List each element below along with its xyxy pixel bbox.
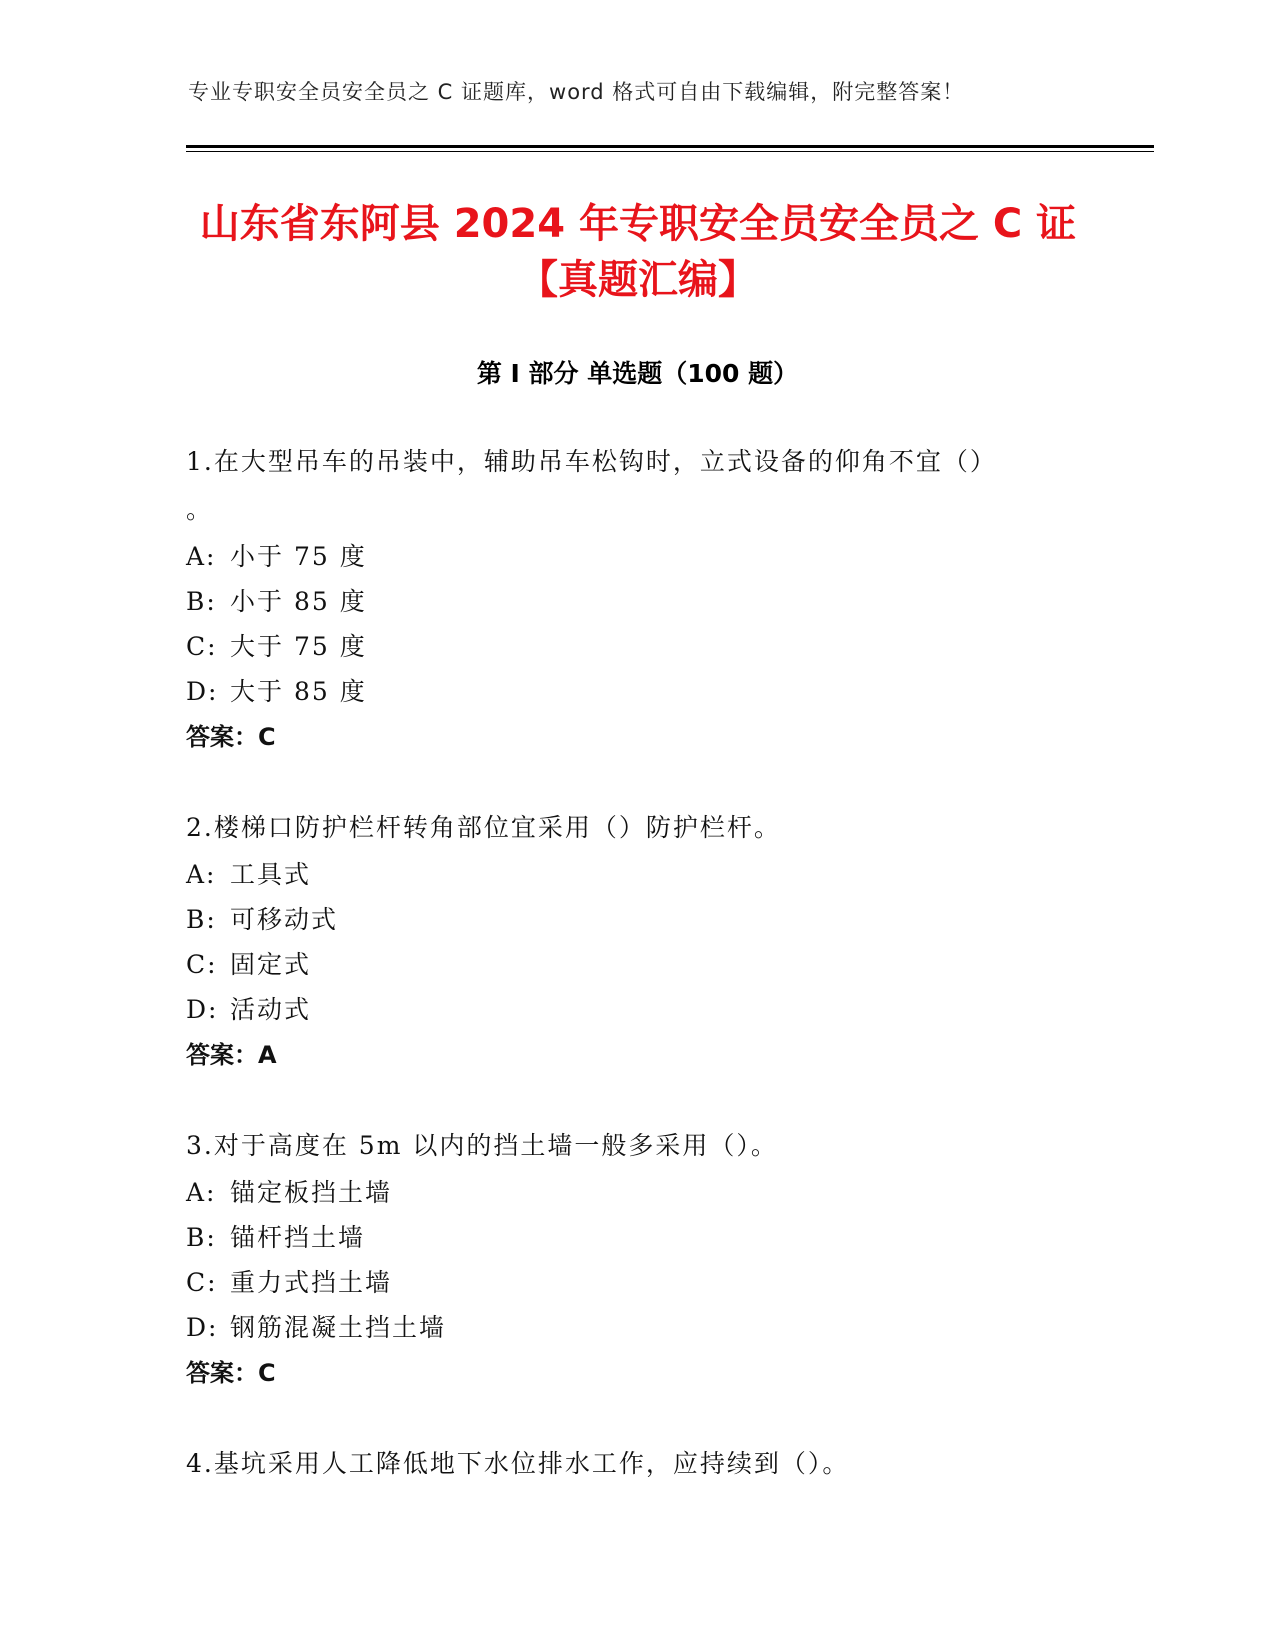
option-letter: C: [186,1268,218,1297]
option-text: 小于 75 度 [230,542,367,571]
option-letter: A: [186,1178,217,1207]
answer-line [186,1350,1066,1396]
option-a [186,852,1066,897]
option-d [186,669,1066,714]
question-stem-continued: 。 [186,495,214,524]
option-letter: A: [186,860,217,889]
option-letter: D: [186,1313,219,1342]
answer-label: 答案： [186,723,258,751]
header-rule-thin [186,151,1154,152]
option-c [186,624,1066,669]
answer-value: A [258,1041,277,1069]
question-1 [186,438,1066,760]
option-a [186,1170,1066,1215]
option-letter: B: [186,587,217,616]
option-b [186,897,1066,942]
answer-label: 答案： [186,1359,258,1387]
option-text: 重力式挡土墙 [230,1268,393,1297]
option-text: 锚杆挡土墙 [230,1223,366,1252]
document-title: 山东省东阿县 2024 年专职安全员安全员之 C 证【真题汇编】 [199,201,1077,303]
question-2 [186,804,1066,1078]
header-rule-thick [186,145,1154,148]
answer-label: 答案： [186,1041,258,1069]
question-list [186,438,1066,1532]
question-stem: 4.基坑采用人工降低地下水位排水工作，应持续到（）。 [186,1449,850,1478]
option-text: 活动式 [230,995,312,1024]
option-c [186,1260,1066,1305]
option-text: 可移动式 [230,905,339,934]
option-b [186,579,1066,624]
option-letter: C: [186,632,218,661]
answer-value: C [258,1359,276,1387]
answer-line [186,1032,1066,1078]
section-heading: 第 I 部分 单选题（100 题） [476,359,799,388]
question-4 [186,1440,1066,1488]
answer-value: C [258,723,276,751]
option-letter: C: [186,950,218,979]
question-3 [186,1122,1066,1396]
option-c [186,942,1066,987]
answer-line [186,714,1066,760]
option-text: 小于 85 度 [230,587,367,616]
question-stem: 3.对于高度在 5m 以内的挡土墙一般多采用（）。 [186,1131,778,1160]
option-letter: B: [186,1223,217,1252]
option-text: 大于 75 度 [230,632,367,661]
option-d [186,1305,1066,1350]
option-letter: D: [186,995,219,1024]
option-text: 锚定板挡土墙 [230,1178,393,1207]
header-note: 专业专职安全员安全员之 C 证题库，word 格式可自由下载编辑，附完整答案！ [188,80,965,104]
question-stem: 1.在大型吊车的吊装中，辅助吊车松钩时，立式设备的仰角不宜（） [186,447,997,476]
option-d [186,987,1066,1032]
option-text: 工具式 [230,860,312,889]
option-text: 固定式 [230,950,312,979]
option-b [186,1215,1066,1260]
option-letter: B: [186,905,217,934]
question-stem: 2.楼梯口防护栏杆转角部位宜采用（）防护栏杆。 [186,813,781,842]
option-text: 大于 85 度 [230,677,367,706]
option-a [186,534,1066,579]
option-letter: D: [186,677,219,706]
option-text: 钢筋混凝土挡土墙 [230,1313,447,1342]
option-letter: A: [186,542,217,571]
